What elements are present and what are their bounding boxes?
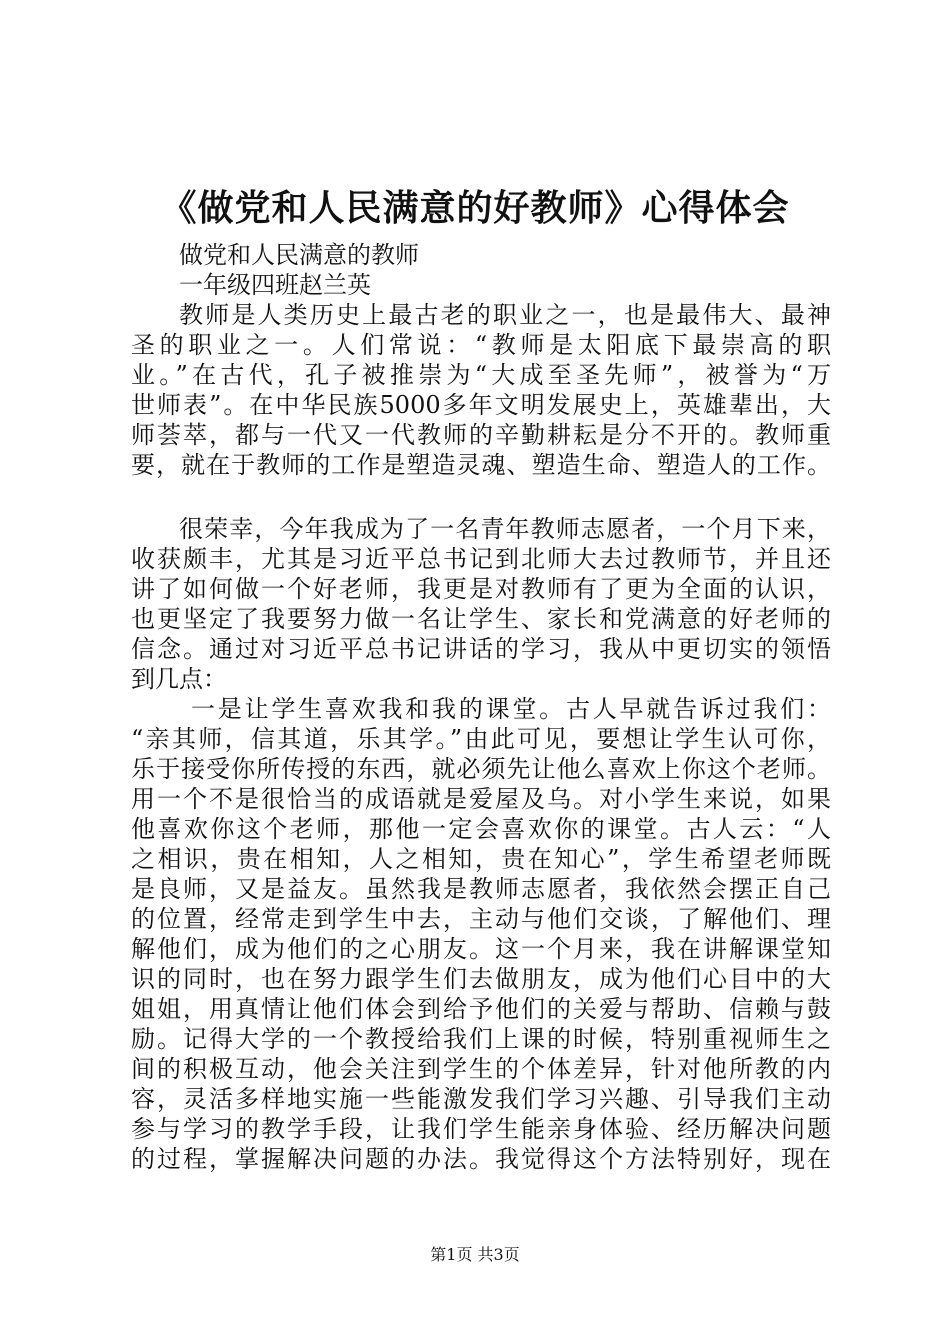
text-line: 信念。通过对习近平总书记讲话的学习，我从中更切实的领悟 <box>131 635 831 663</box>
text-line: 解他们，成为他们的之心朋友。这一个月来，我在讲解课堂知 <box>131 935 831 963</box>
author-line: 一年级四班赵兰英 <box>179 271 371 299</box>
text-line: 用一个不是很恰当的成语就是爱屋及乌。对小学生来说，如果 <box>131 785 831 813</box>
text-line: 容，灵活多样地实施一些能激发我们学习兴趣、引导我们主动 <box>131 1085 831 1113</box>
text-line: 的过程，掌握解决问题的办法。我觉得这个方法特别好，现在 <box>131 1145 831 1173</box>
text-line: 乐于接受你所传授的东西，就必须先让他么喜欢上你这个老师。 <box>131 755 831 783</box>
text-line: 识的同时，也在努力跟学生们去做朋友，成为他们心目中的大 <box>131 965 831 993</box>
text-line: 参与学习的教学手段，让我们学生能亲身体验、经历解决问题 <box>131 1115 831 1143</box>
text-line: 励。记得大学的一个教授给我们上课的时候，特别重视师生之 <box>131 1025 831 1053</box>
text-line: 世师表”。在中华民族5000多年文明发展史上，英雄辈出，大 <box>131 391 831 419</box>
text-line: 要，就在于教师的工作是塑造灵魂、塑造生命、塑造人的工作。 <box>131 451 831 479</box>
text-line: 讲了如何做一个好老师，我更是对教师有了更为全面的认识， <box>131 575 831 603</box>
text-line: 业。”在古代，孔子被推崇为“大成至圣先师”，被誉为“万 <box>131 361 831 389</box>
document-title: 《做党和人民满意的好教师》心得体会 <box>160 187 790 229</box>
text-line: 教师是人类历史上最古老的职业之一，也是最伟大、最神 <box>179 301 831 329</box>
text-line: 圣的职业之一。人们常说：“教师是太阳底下最崇高的职 <box>131 331 831 359</box>
text-line: 收获颇丰，尤其是习近平总书记到北师大去过教师节，并且还 <box>131 545 831 573</box>
text-line: 他喜欢你这个老师，那他一定会喜欢你的课堂。古人云：“人 <box>131 815 831 843</box>
text-line: 到几点： <box>131 665 227 693</box>
paragraph-point-one <box>131 694 831 1174</box>
text-line: “亲其师，信其道，乐其学。”由此可见，要想让学生认可你， <box>131 725 831 753</box>
text-line: 很荣幸，今年我成为了一名青年教师志愿者，一个月下来， <box>179 515 831 543</box>
subtitle-line: 做党和人民满意的教师 <box>179 241 419 269</box>
text-line: 姐姐，用真情让他们体会到给予他们的关爱与帮助、信赖与鼓 <box>131 995 831 1023</box>
paragraph-experience <box>131 514 831 694</box>
document-body <box>131 240 831 1174</box>
text-line: 是良师，又是益友。虽然我是教师志愿者，我依然会摆正自己 <box>131 875 831 903</box>
text-line: 间的积极互动，他会关注到学生的个体差异，针对他所教的内 <box>131 1055 831 1083</box>
text-line: 之相识，贵在相知，人之相知，贵在知心”，学生希望老师既 <box>131 845 831 873</box>
text-line: 也更坚定了我要努力做一名让学生、家长和党满意的好老师的 <box>131 605 831 633</box>
text-line: 的位置，经常走到学生中去，主动与他们交谈，了解他们、理 <box>131 905 831 933</box>
paragraph-spacer <box>131 480 831 514</box>
text-line: 师荟萃，都与一代又一代教师的辛勤耕耘是分不开的。教师重 <box>131 421 831 449</box>
text-line: 一是让学生喜欢我和我的课堂。古人早就告诉过我们： <box>191 695 831 723</box>
paragraph-intro <box>131 300 831 480</box>
page-number-footer: 第1页 共3页 <box>430 1245 520 1264</box>
